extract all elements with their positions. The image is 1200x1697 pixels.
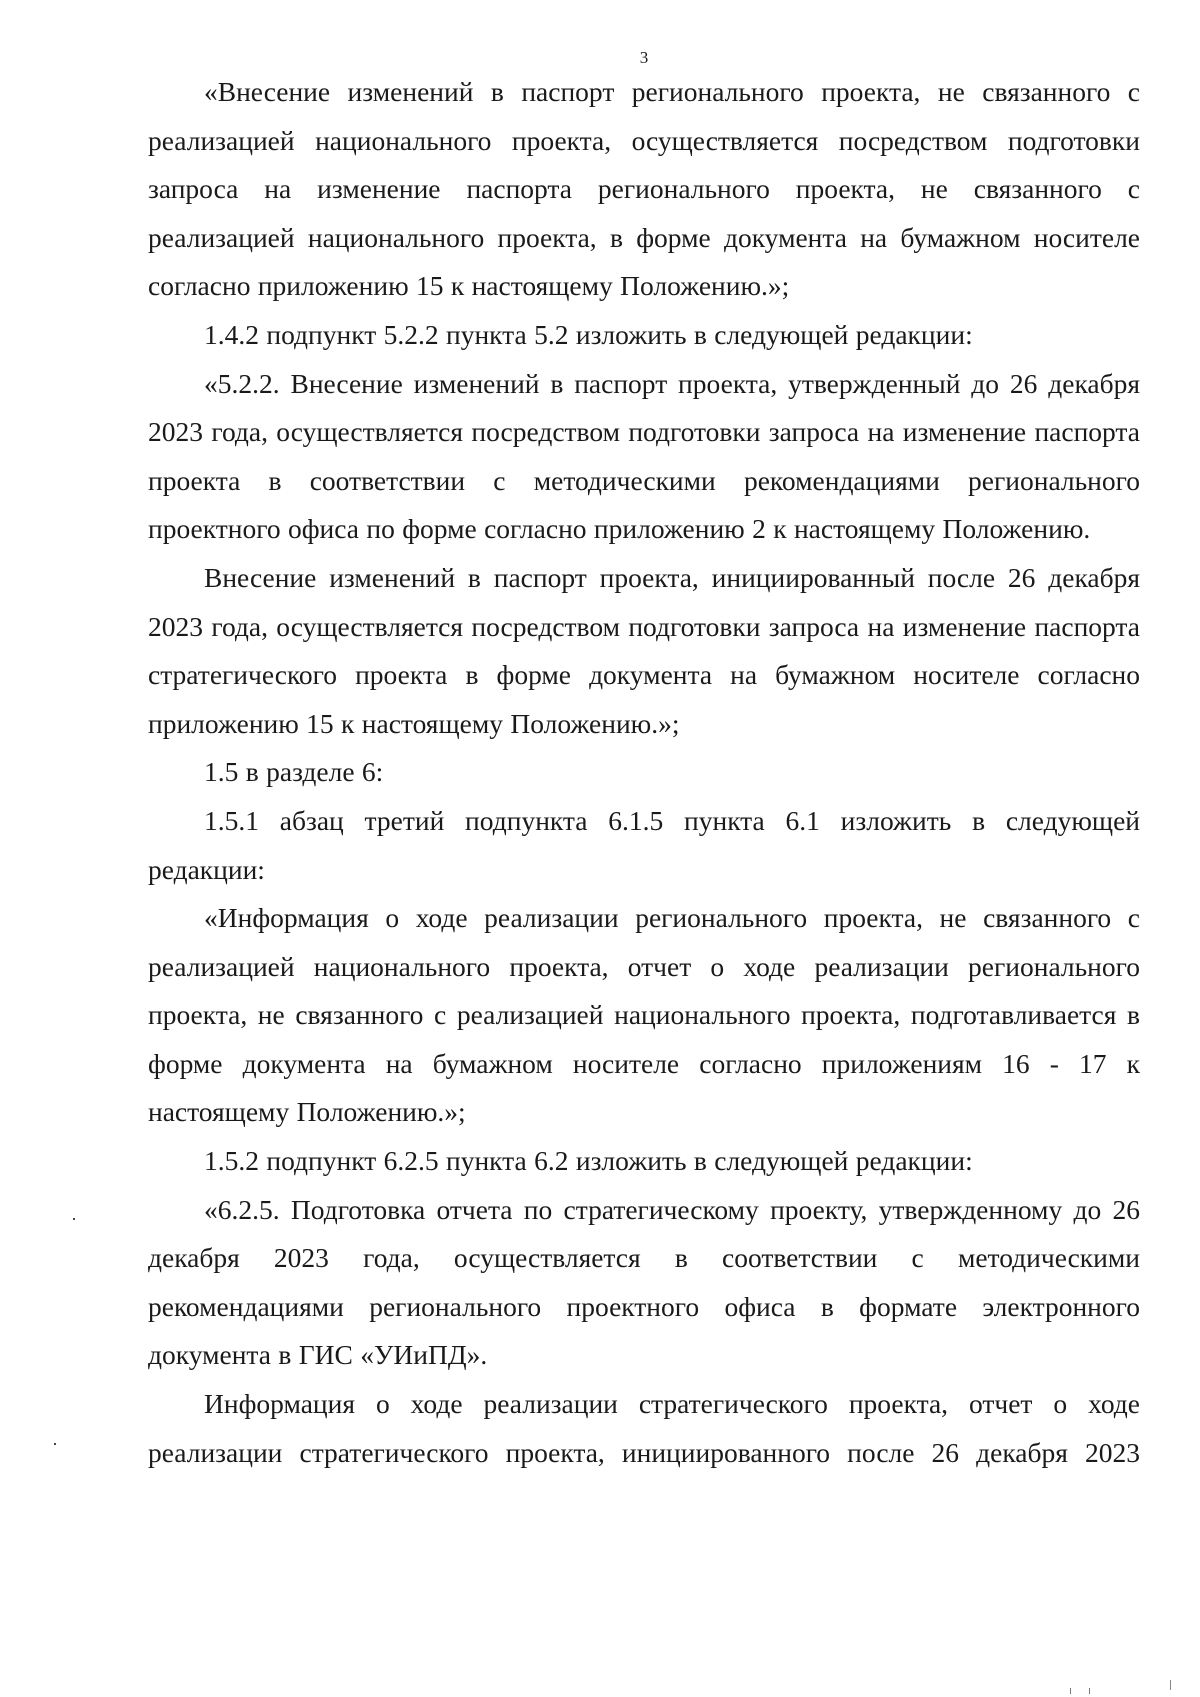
scan-edge-mark [1070,1688,1090,1694]
paragraph-strategic-info: Информация о ходе реализации стратегического проекта, отчет о ходе реализации стратегического проекта, инициированного после 26 декабря 2023 [148,1388,1140,1468]
paragraph-1-5: 1.5 в разделе 6: [204,756,384,788]
paragraph-1-5-2: 1.5.2 подпункт 6.2.5 пункта 6.2 изложить в следующей редакции: [204,1145,973,1177]
document-body [148,68,1140,1477]
paragraph-1-5-1: 1.5.1 абзац третий подпункта 6.1.5 пункта 6.1 изложить в следующей редакции: [148,804,1140,885]
paragraph-1-4-2: 1.4.2 подпункт 5.2.2 пункта 5.2 изложить в следующей редакции: [204,318,973,350]
paragraph-initiated-after: Внесение изменений в паспорт проекта, инициированный после 26 декабря 2023 года, осуществляется посредством подготовки запроса на изменение паспорта стратегического проекта в форме документа на бумажном носителе согласно приложению 15 к настоящему Положению.»; [148,561,1140,739]
paragraph-quote-information: «Информация о ходе реализации регионального проекта, не связанного с реализацией национального проекта, отчет о ходе реализации регионального проекта, не связанного с реализацией национального проекта, подготавливается в форме документа на бумажном носителе согласно приложениям 16 - 17 к настоящему Положению.»; [148,902,1140,1128]
scan-speck [54,1443,56,1445]
paragraph-quote-regional-passport: «Внесение изменений в паспорт регионального проекта, не связанного с реализацией национального проекта, осуществляется посредством подготовки запроса на изменение паспорта регионального проекта, не связанного с реализацией национального проекта, в форме документа на бумажном носителе согласно приложению 15 к настоящему Положению.»; [148,76,1140,302]
page-number: 3 [639,48,649,67]
scan-speck [73,1218,75,1220]
paragraph-quote-5-2-2: «5.2.2. Внесение изменений в паспорт проекта, утвержденный до 26 декабря 2023 года, осуществляется посредством подготовки запроса на изменение паспорта проекта в соответствии с методическими рекомендациями регионального проектного офиса по форме согласно приложению 2 к настоящему Положению. [148,367,1140,545]
paragraph-quote-6-2-5: «6.2.5. Подготовка отчета по стратегическому проекту, утвержденному до 26 декабря 2023 года, осуществляется в соответствии с методическими рекомендациями регионального проектного офиса в формате электронного документа в ГИС «УИиПД». [148,1193,1140,1371]
scan-edge-mark [1170,1680,1171,1690]
